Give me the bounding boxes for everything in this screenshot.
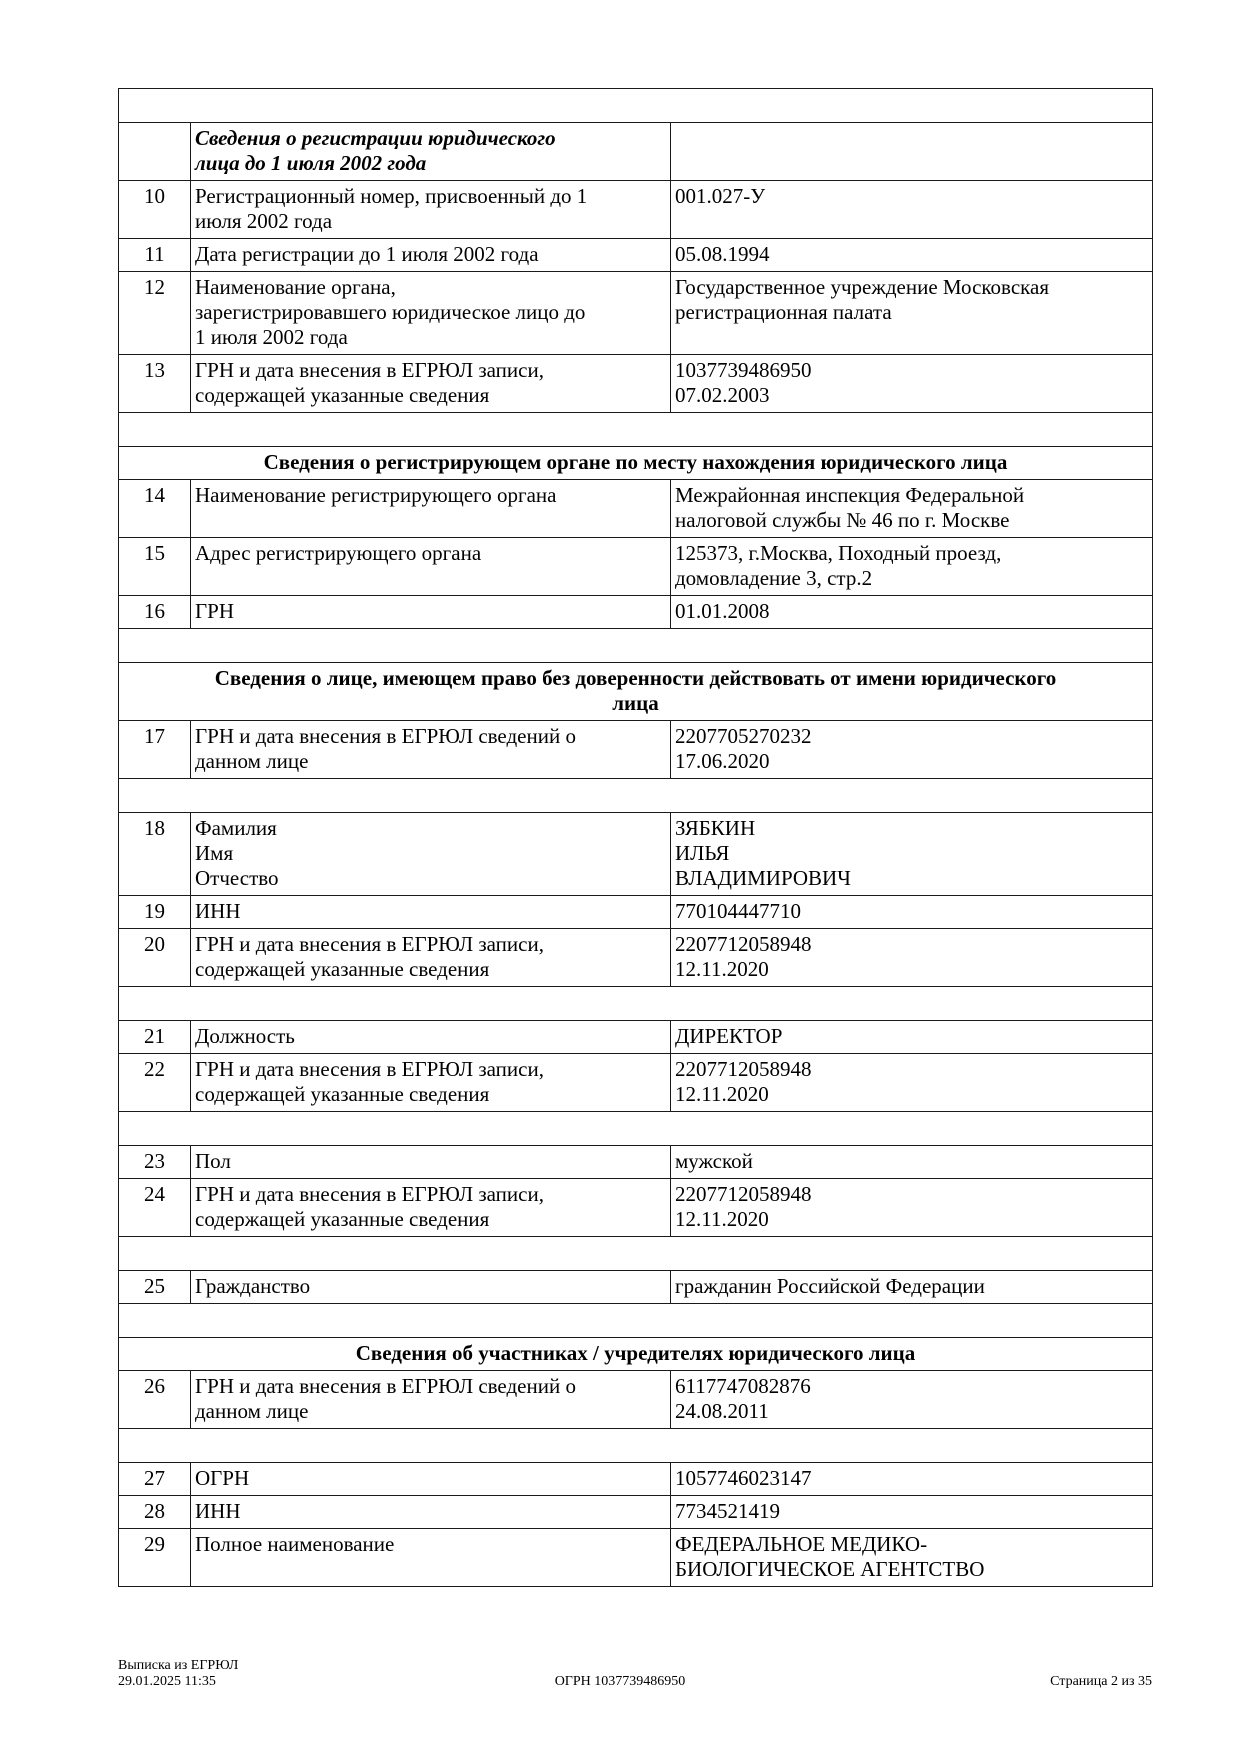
field-value-line: БИОЛОГИЧЕСКОЕ АГЕНТСТВО bbox=[675, 1557, 985, 1581]
field-name-line: данном лице bbox=[195, 1399, 309, 1423]
row-number: 13 bbox=[119, 355, 191, 413]
field-value bbox=[671, 480, 1153, 538]
blank-separator-row bbox=[119, 1304, 1153, 1338]
row-number: 22 bbox=[119, 1054, 191, 1112]
field-value-line: 125373, г.Москва, Походный проезд, bbox=[675, 541, 1002, 565]
field-name-line: Гражданство bbox=[195, 1274, 311, 1298]
field-value-line: ИЛЬЯ bbox=[675, 841, 730, 865]
field-name bbox=[191, 181, 671, 239]
table-row bbox=[119, 1529, 1153, 1587]
field-value-line: 6117747082876 bbox=[675, 1374, 811, 1398]
field-name-line: Пол bbox=[195, 1149, 231, 1173]
field-value-line: 12.11.2020 bbox=[675, 1082, 769, 1106]
field-name-line: содержащей указанные сведения bbox=[195, 1082, 490, 1106]
section-header bbox=[119, 447, 1153, 480]
row-number: 23 bbox=[119, 1146, 191, 1179]
field-value bbox=[671, 896, 1153, 929]
field-name bbox=[191, 1371, 671, 1429]
row-number: 18 bbox=[119, 813, 191, 896]
field-value-line: ДИРЕКТОР bbox=[675, 1024, 783, 1048]
field-name bbox=[191, 1146, 671, 1179]
field-name bbox=[191, 480, 671, 538]
field-value-line: ФЕДЕРАЛЬНОЕ МЕДИКО- bbox=[675, 1532, 928, 1556]
blank-cell bbox=[119, 987, 1153, 1021]
field-value-line: 7734521419 bbox=[675, 1499, 780, 1523]
field-name bbox=[191, 239, 671, 272]
field-name bbox=[191, 596, 671, 629]
row-number: 21 bbox=[119, 1021, 191, 1054]
field-name-line: 1 июля 2002 года bbox=[195, 325, 348, 349]
field-name-line: содержащей указанные сведения bbox=[195, 1207, 490, 1231]
field-value bbox=[671, 1021, 1153, 1054]
section-header-row bbox=[119, 447, 1153, 480]
field-name-line: Дата регистрации до 1 июля 2002 года bbox=[195, 242, 539, 266]
row-number: 15 bbox=[119, 538, 191, 596]
field-name-line: ГРН и дата внесения в ЕГРЮЛ записи, bbox=[195, 1182, 544, 1206]
row-number: 10 bbox=[119, 181, 191, 239]
field-name bbox=[191, 1054, 671, 1112]
blank-cell bbox=[119, 629, 1153, 663]
field-name-line: данном лице bbox=[195, 749, 309, 773]
blank-separator-row bbox=[119, 1429, 1153, 1463]
field-value-line: 2207705270232 bbox=[675, 724, 812, 748]
field-name-line: зарегистрировавшего юридическое лицо до bbox=[195, 300, 586, 324]
table-row bbox=[119, 1463, 1153, 1496]
field-value bbox=[671, 355, 1153, 413]
row-number: 25 bbox=[119, 1271, 191, 1304]
blank-cell bbox=[119, 779, 1153, 813]
table-row bbox=[119, 272, 1153, 355]
subheader-row bbox=[119, 123, 1153, 181]
field-name-line: июля 2002 года bbox=[195, 209, 333, 233]
field-value bbox=[671, 596, 1153, 629]
footer-ogrn: ОГРН 1037739486950 bbox=[554, 1674, 686, 1689]
field-name-line: содержащей указанные сведения bbox=[195, 383, 490, 407]
section-header-row bbox=[119, 1338, 1153, 1371]
field-name bbox=[191, 272, 671, 355]
field-name bbox=[191, 929, 671, 987]
field-value bbox=[671, 1179, 1153, 1237]
row-number: 12 bbox=[119, 272, 191, 355]
field-value-line: ЗЯБКИН bbox=[675, 816, 756, 840]
field-value bbox=[671, 1371, 1153, 1429]
table-row bbox=[119, 181, 1153, 239]
table-row bbox=[119, 1054, 1153, 1112]
field-value-line: 05.08.1994 bbox=[675, 242, 770, 266]
blank-cell bbox=[119, 1237, 1153, 1271]
table-row bbox=[119, 239, 1153, 272]
field-name-line: ИНН bbox=[195, 899, 241, 923]
row-number: 26 bbox=[119, 1371, 191, 1429]
field-name bbox=[191, 896, 671, 929]
field-value-line: 07.02.2003 bbox=[675, 383, 770, 407]
row-number: 20 bbox=[119, 929, 191, 987]
blank-cell bbox=[119, 413, 1153, 447]
table-row bbox=[119, 480, 1153, 538]
field-value bbox=[671, 1529, 1153, 1587]
field-value-line: 001.027-У bbox=[675, 184, 766, 208]
blank-cell bbox=[119, 1304, 1153, 1338]
field-name-line: Имя bbox=[195, 841, 234, 865]
field-value-line: 2207712058948 bbox=[675, 1182, 812, 1206]
table-row bbox=[119, 1496, 1153, 1529]
row-number: 11 bbox=[119, 239, 191, 272]
field-value bbox=[671, 813, 1153, 896]
table-row bbox=[119, 355, 1153, 413]
blank-cell bbox=[119, 1112, 1153, 1146]
blank-separator-row bbox=[119, 89, 1153, 123]
table-row bbox=[119, 538, 1153, 596]
field-value-line: 2207712058948 bbox=[675, 1057, 812, 1081]
row-number: 28 bbox=[119, 1496, 191, 1529]
field-value bbox=[671, 1271, 1153, 1304]
field-name-line: Должность bbox=[195, 1024, 295, 1048]
section-header bbox=[119, 663, 1153, 721]
field-name-line: Фамилия bbox=[195, 816, 277, 840]
field-name bbox=[191, 1529, 671, 1587]
field-value bbox=[671, 1146, 1153, 1179]
field-name-line: ИНН bbox=[195, 1499, 241, 1523]
row-number: 16 bbox=[119, 596, 191, 629]
field-name-line: ГРН и дата внесения в ЕГРЮЛ записи, bbox=[195, 932, 544, 956]
blank-separator-row bbox=[119, 413, 1153, 447]
row-number: 14 bbox=[119, 480, 191, 538]
field-name-line: Полное наименование bbox=[195, 1532, 395, 1556]
field-name-line: ГРН bbox=[195, 599, 234, 623]
field-value-line: 1057746023147 bbox=[675, 1466, 812, 1490]
field-value-line: регистрационная палата bbox=[675, 300, 892, 324]
field-name-line: ГРН и дата внесения в ЕГРЮЛ сведений о bbox=[195, 724, 576, 748]
field-value-line: 12.11.2020 bbox=[675, 957, 769, 981]
field-value-line: 1037739486950 bbox=[675, 358, 812, 382]
blank-separator-row bbox=[119, 1237, 1153, 1271]
field-name-line: содержащей указанные сведения bbox=[195, 957, 490, 981]
field-value-line: домовладение 3, стр.2 bbox=[675, 566, 873, 590]
section-header-line: Сведения о лице, имеющем право без доверенности действовать от имени юридического bbox=[214, 666, 1057, 690]
field-value bbox=[671, 1496, 1153, 1529]
field-value-line: Межрайонная инспекция Федеральной bbox=[675, 483, 1025, 507]
row-number: 27 bbox=[119, 1463, 191, 1496]
field-name bbox=[191, 1179, 671, 1237]
section-header-line: лица bbox=[612, 691, 659, 715]
field-name-line: Наименование регистрирующего органа bbox=[195, 483, 557, 507]
table-row bbox=[119, 596, 1153, 629]
field-name bbox=[191, 538, 671, 596]
blank-separator-row bbox=[119, 629, 1153, 663]
field-value-line: 770104447710 bbox=[675, 899, 801, 923]
field-value bbox=[671, 1463, 1153, 1496]
field-name bbox=[191, 1271, 671, 1304]
table-row bbox=[119, 929, 1153, 987]
field-name-line: Адрес регистрирующего органа bbox=[195, 541, 482, 565]
field-name-line: Отчество bbox=[195, 866, 279, 890]
field-value-line: 2207712058948 bbox=[675, 932, 812, 956]
footer-doc-name: Выписка из ЕГРЮЛ bbox=[118, 1658, 239, 1673]
section-header-row bbox=[119, 663, 1153, 721]
field-name-line: ГРН и дата внесения в ЕГРЮЛ записи, bbox=[195, 358, 544, 382]
field-value bbox=[671, 239, 1153, 272]
field-value-line: Государственное учреждение Московская bbox=[675, 275, 1050, 299]
field-name bbox=[191, 123, 671, 181]
field-value bbox=[671, 272, 1153, 355]
egrul-table-body bbox=[119, 89, 1153, 1587]
row-number: 17 bbox=[119, 721, 191, 779]
field-value-line: 17.06.2020 bbox=[675, 749, 770, 773]
section-header-line: Сведения об участниках / учредителях юридического лица bbox=[355, 1341, 916, 1365]
field-value-line: ВЛАДИМИРОВИЧ bbox=[675, 866, 851, 890]
field-name-line: Сведения о регистрации юридического bbox=[195, 126, 556, 150]
blank-separator-row bbox=[119, 779, 1153, 813]
field-value bbox=[671, 721, 1153, 779]
row-number bbox=[119, 123, 191, 181]
field-value bbox=[671, 538, 1153, 596]
field-value-line: налоговой службы № 46 по г. Москве bbox=[675, 508, 1010, 532]
field-value-line: 12.11.2020 bbox=[675, 1207, 769, 1231]
field-value-line: 01.01.2008 bbox=[675, 599, 770, 623]
field-value-line: 24.08.2011 bbox=[675, 1399, 769, 1423]
blank-cell bbox=[119, 1429, 1153, 1463]
egrul-table bbox=[118, 88, 1153, 1587]
table-row bbox=[119, 1146, 1153, 1179]
field-value-line: мужской bbox=[675, 1149, 753, 1173]
blank-cell bbox=[119, 89, 1153, 123]
field-name bbox=[191, 1496, 671, 1529]
section-header bbox=[119, 1338, 1153, 1371]
blank-separator-row bbox=[119, 1112, 1153, 1146]
field-value bbox=[671, 929, 1153, 987]
field-name bbox=[191, 721, 671, 779]
field-value bbox=[671, 123, 1153, 181]
field-value bbox=[671, 1054, 1153, 1112]
field-name-line: ГРН и дата внесения в ЕГРЮЛ записи, bbox=[195, 1057, 544, 1081]
field-name-line: ОГРН bbox=[195, 1466, 250, 1490]
row-number: 19 bbox=[119, 896, 191, 929]
row-number: 29 bbox=[119, 1529, 191, 1587]
field-value bbox=[671, 181, 1153, 239]
row-number: 24 bbox=[119, 1179, 191, 1237]
footer-page-number: Страница 2 из 35 bbox=[1050, 1674, 1152, 1689]
footer-datetime: 29.01.2025 11:35 bbox=[118, 1674, 216, 1689]
table-row bbox=[119, 813, 1153, 896]
field-name bbox=[191, 813, 671, 896]
field-name bbox=[191, 1021, 671, 1054]
table-row bbox=[119, 1179, 1153, 1237]
field-name-line: Наименование органа, bbox=[195, 275, 396, 299]
table-row bbox=[119, 896, 1153, 929]
field-name bbox=[191, 1463, 671, 1496]
field-name-line: ГРН и дата внесения в ЕГРЮЛ сведений о bbox=[195, 1374, 576, 1398]
table-row bbox=[119, 1371, 1153, 1429]
field-name-line: Регистрационный номер, присвоенный до 1 bbox=[195, 184, 588, 208]
field-name-line: лица до 1 июля 2002 года bbox=[195, 151, 427, 175]
field-value-line: гражданин Российской Федерации bbox=[675, 1274, 985, 1298]
table-row bbox=[119, 1021, 1153, 1054]
field-name bbox=[191, 355, 671, 413]
section-header-line: Сведения о регистрирующем органе по месту нахождения юридического лица bbox=[263, 450, 1008, 474]
table-row bbox=[119, 721, 1153, 779]
blank-separator-row bbox=[119, 987, 1153, 1021]
table-row bbox=[119, 1271, 1153, 1304]
